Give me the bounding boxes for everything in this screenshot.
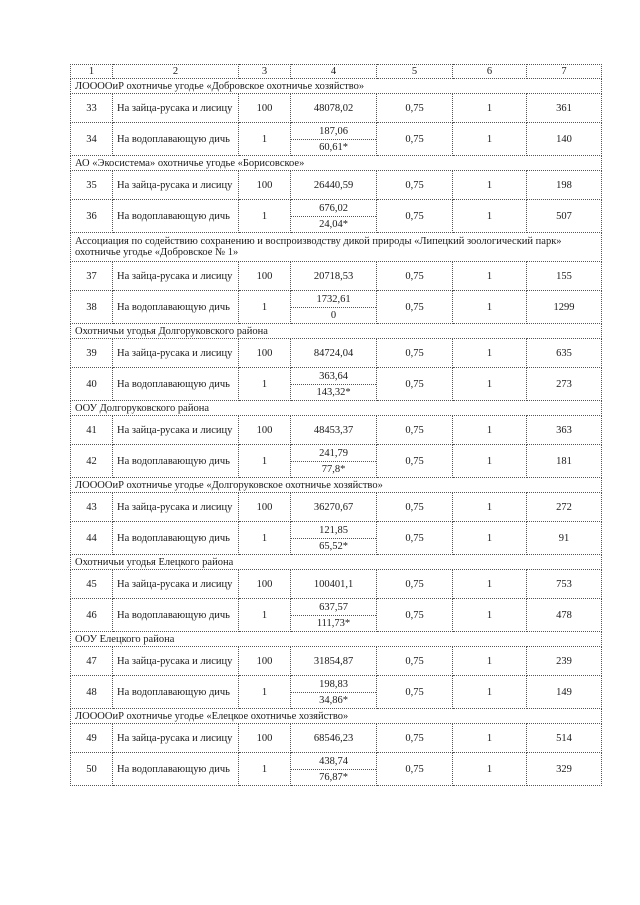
column-5-value: 0,75 [377,94,453,123]
game-type: На зайца-русака и лисицу [113,171,239,200]
column-7-value: 514 [527,724,602,753]
table-row [71,123,602,156]
game-type: На зайца-русака и лисицу [113,262,239,291]
column-6-value: 1 [453,339,527,368]
row-number: 36 [71,200,113,233]
column-number: 4 [291,65,377,79]
column-number: 3 [239,65,291,79]
column-7-value: 273 [527,368,602,401]
table-row [71,599,602,632]
row-number: 43 [71,493,113,522]
area-value: 198,83 [291,677,376,693]
area-value: 31854,87 [291,647,377,676]
row-number: 45 [71,570,113,599]
table-row [71,724,602,753]
column-3-value: 100 [239,339,291,368]
area-value: 68546,23 [291,724,377,753]
column-7-value: 478 [527,599,602,632]
column-7-value: 149 [527,676,602,709]
section-title: Ассоциация по содействию сохранению и воспроизводству дикой природы «Липецкий зоологический парк» охотничье угодье «Добровское № 1» [71,233,602,262]
column-6-value: 1 [453,676,527,709]
column-3-value: 1 [239,599,291,632]
area-value: 637,57 [291,600,376,616]
area-value: 676,02 [291,201,376,217]
table-row [71,291,602,324]
row-number: 38 [71,291,113,324]
row-number: 42 [71,445,113,478]
area-value: 438,74 [291,754,376,770]
game-type: На водоплавающую дичь [113,753,239,786]
column-5-value: 0,75 [377,200,453,233]
game-type: На зайца-русака и лисицу [113,94,239,123]
table-row [71,368,602,401]
column-6-value: 1 [453,262,527,291]
section-header-row [71,709,602,724]
column-6-value: 1 [453,445,527,478]
column-5-value: 0,75 [377,676,453,709]
section-header-row [71,233,602,262]
column-3-value: 100 [239,171,291,200]
column-5-value: 0,75 [377,724,453,753]
area-value: 48078,02 [291,94,377,123]
table-row [71,200,602,233]
column-7-value: 181 [527,445,602,478]
table-row [71,171,602,200]
column-5-value: 0,75 [377,339,453,368]
game-type: На зайца-русака и лисицу [113,647,239,676]
section-header-row [71,632,602,647]
column-6-value: 1 [453,368,527,401]
column-3-value: 100 [239,724,291,753]
area-value: 100401,1 [291,570,377,599]
section-title: Охотничьи угодья Елецкого района [71,555,602,570]
area-cell [291,291,377,324]
column-5-value: 0,75 [377,570,453,599]
column-6-value: 1 [453,123,527,156]
game-type: На зайца-русака и лисицу [113,416,239,445]
section-title: ООУ Елецкого района [71,632,602,647]
area-cell [291,200,377,233]
column-3-value: 1 [239,445,291,478]
column-6-value: 1 [453,647,527,676]
table-body [71,65,602,786]
area-value: 1732,61 [291,292,376,308]
area-secondary-value: 77,8* [321,463,346,475]
area-cell [291,123,377,156]
column-6-value: 1 [453,200,527,233]
hunting-norms-table [70,64,602,786]
column-7-value: 198 [527,171,602,200]
section-title: Охотничьи угодья Долгоруковского района [71,324,602,339]
column-5-value: 0,75 [377,445,453,478]
section-title: ЛООООиР охотничье угодье «Долгоруковское охотничье хозяйство» [71,478,602,493]
area-secondary-value: 143,32* [316,386,351,398]
column-3-value: 100 [239,94,291,123]
column-6-value: 1 [453,599,527,632]
row-number: 37 [71,262,113,291]
column-number-row [71,65,602,79]
area-value: 121,85 [291,523,376,539]
area-cell [291,368,377,401]
game-type: На зайца-русака и лисицу [113,339,239,368]
column-5-value: 0,75 [377,493,453,522]
column-6-value: 1 [453,171,527,200]
game-type: На водоплавающую дичь [113,445,239,478]
row-number: 44 [71,522,113,555]
column-number: 7 [527,65,602,79]
column-6-value: 1 [453,570,527,599]
row-number: 35 [71,171,113,200]
column-6-value: 1 [453,94,527,123]
section-header-row [71,478,602,493]
row-number: 33 [71,94,113,123]
area-secondary-value: 34,86* [319,694,348,706]
column-7-value: 91 [527,522,602,555]
table-row [71,647,602,676]
column-3-value: 1 [239,522,291,555]
game-type: На зайца-русака и лисицу [113,493,239,522]
area-secondary-value: 0 [330,309,337,321]
section-title: ООУ Долгоруковского района [71,401,602,416]
column-3-value: 100 [239,262,291,291]
table-row [71,262,602,291]
column-7-value: 272 [527,493,602,522]
column-3-value: 1 [239,368,291,401]
area-value: 36270,67 [291,493,377,522]
column-3-value: 100 [239,647,291,676]
column-6-value: 1 [453,522,527,555]
column-5-value: 0,75 [377,647,453,676]
table-row [71,94,602,123]
column-3-value: 100 [239,570,291,599]
area-cell [291,599,377,632]
column-3-value: 1 [239,676,291,709]
column-number: 1 [71,65,113,79]
column-5-value: 0,75 [377,171,453,200]
column-6-value: 1 [453,724,527,753]
area-value: 26440,59 [291,171,377,200]
column-6-value: 1 [453,416,527,445]
column-3-value: 100 [239,416,291,445]
column-7-value: 363 [527,416,602,445]
game-type: На водоплавающую дичь [113,291,239,324]
game-type: На водоплавающую дичь [113,368,239,401]
column-6-value: 1 [453,291,527,324]
area-cell [291,753,377,786]
area-value: 84724,04 [291,339,377,368]
column-5-value: 0,75 [377,753,453,786]
table-row [71,753,602,786]
area-cell [291,676,377,709]
row-number: 50 [71,753,113,786]
column-3-value: 1 [239,200,291,233]
column-5-value: 0,75 [377,262,453,291]
column-7-value: 155 [527,262,602,291]
column-5-value: 0,75 [377,599,453,632]
column-7-value: 140 [527,123,602,156]
row-number: 40 [71,368,113,401]
game-type: На зайца-русака и лисицу [113,724,239,753]
row-number: 46 [71,599,113,632]
column-5-value: 0,75 [377,123,453,156]
column-5-value: 0,75 [377,522,453,555]
column-7-value: 507 [527,200,602,233]
column-3-value: 1 [239,291,291,324]
row-number: 34 [71,123,113,156]
row-number: 41 [71,416,113,445]
game-type: На водоплавающую дичь [113,522,239,555]
area-cell [291,445,377,478]
area-value: 48453,37 [291,416,377,445]
table-row [71,493,602,522]
section-header-row [71,156,602,171]
area-secondary-value: 60,61* [319,141,348,153]
table-row [71,570,602,599]
area-value: 187,06 [291,124,376,140]
column-number: 6 [453,65,527,79]
column-5-value: 0,75 [377,291,453,324]
section-header-row [71,79,602,94]
area-cell [291,522,377,555]
column-6-value: 1 [453,493,527,522]
table-row [71,416,602,445]
column-number: 2 [113,65,239,79]
game-type: На водоплавающую дичь [113,676,239,709]
area-secondary-value: 111,73* [316,617,351,629]
area-secondary-value: 65,52* [319,540,348,552]
table-row [71,445,602,478]
column-5-value: 0,75 [377,368,453,401]
column-5-value: 0,75 [377,416,453,445]
section-title: ЛООООиР охотничье угодье «Добровское охотничье хозяйство» [71,79,602,94]
area-value: 363,64 [291,369,376,385]
row-number: 49 [71,724,113,753]
column-7-value: 329 [527,753,602,786]
game-type: На водоплавающую дичь [113,123,239,156]
column-7-value: 635 [527,339,602,368]
column-7-value: 239 [527,647,602,676]
area-secondary-value: 76,87* [319,771,348,783]
row-number: 48 [71,676,113,709]
column-3-value: 1 [239,753,291,786]
row-number: 39 [71,339,113,368]
table-row [71,676,602,709]
section-header-row [71,555,602,570]
column-number: 5 [377,65,453,79]
column-6-value: 1 [453,753,527,786]
section-title: АО «Экосистема» охотничье угодье «Борисовское» [71,156,602,171]
section-header-row [71,324,602,339]
game-type: На водоплавающую дичь [113,599,239,632]
section-header-row [71,401,602,416]
row-number: 47 [71,647,113,676]
section-title: ЛООООиР охотничье угодье «Елецкое охотничье хозяйство» [71,709,602,724]
column-3-value: 100 [239,493,291,522]
area-value: 20718,53 [291,262,377,291]
table-row [71,339,602,368]
column-7-value: 361 [527,94,602,123]
area-secondary-value: 24,04* [319,218,348,230]
game-type: На водоплавающую дичь [113,200,239,233]
column-7-value: 753 [527,570,602,599]
column-3-value: 1 [239,123,291,156]
column-7-value: 1299 [527,291,602,324]
area-value: 241,79 [291,446,376,462]
game-type: На зайца-русака и лисицу [113,570,239,599]
table-row [71,522,602,555]
